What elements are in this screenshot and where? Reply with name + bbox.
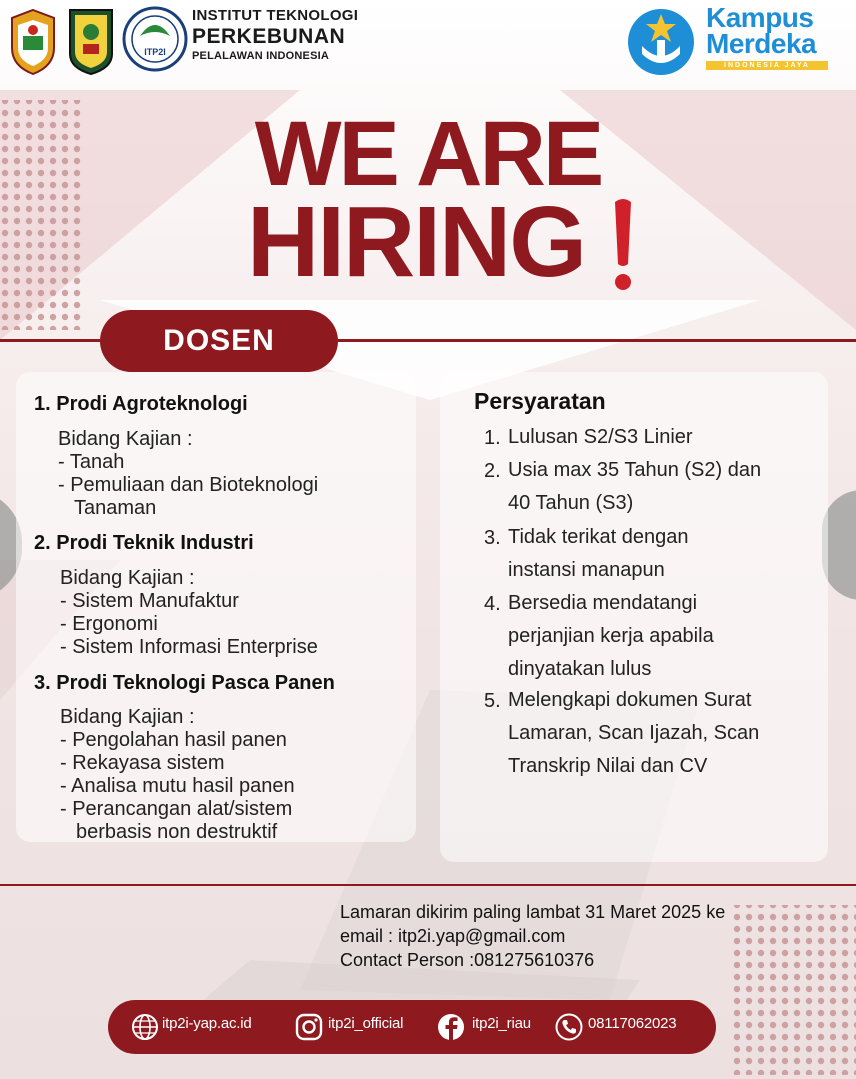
institute-line3: PELALAWAN INDONESIA (192, 49, 330, 62)
institute-line2: PERKEBUNAN (192, 24, 346, 48)
globe-icon (130, 1012, 160, 1042)
divider-left (0, 339, 100, 342)
phone-icon (554, 1012, 584, 1042)
program-ti-field-label: Bidang Kajian : (60, 567, 195, 589)
list-item: - Rekayasa sistem (60, 752, 225, 774)
pelalawan-regency-logo (8, 8, 58, 76)
req-line: Lulusan S2/S3 Linier (508, 426, 693, 448)
list-item: - Tanah (58, 451, 125, 473)
position-dosen-badge: DOSEN (100, 310, 338, 372)
contact-person-text[interactable]: Contact Person :081275610376 (340, 950, 595, 970)
kampus-text: Kampus (706, 2, 814, 33)
req-line: instansi manapun (508, 559, 665, 581)
kampus-merdeka-logo (706, 2, 836, 70)
program-agroteknologi: 1. Prodi Agroteknologi (34, 393, 248, 415)
list-item: - Ergonomi (60, 613, 158, 635)
facebook-icon (436, 1012, 466, 1042)
itp2i-seal-logo (122, 4, 188, 74)
footer-divider (0, 884, 856, 886)
program-agro-field-label: Bidang Kajian : (58, 428, 193, 450)
req-line: Transkrip Nilai dan CV (508, 755, 708, 777)
program-tpp-field-label: Bidang Kajian : (60, 706, 195, 728)
list-item: - Sistem Informasi Enterprise (60, 636, 318, 658)
req-line: perjanjian kerja apabila (508, 625, 714, 647)
req-line: Melengkapi dokumen Surat (508, 689, 752, 711)
req-line: Bersedia mendatangi (508, 592, 698, 614)
requirements-title: Persyaratan (474, 388, 606, 414)
phone-number[interactable]: 08117062023 (588, 1015, 677, 1032)
list-item: - Pemuliaan dan Bioteknologi (58, 474, 319, 496)
list-item: Tanaman (74, 497, 157, 519)
indonesia-jaya-band: INDONESIA JAYA (706, 61, 828, 70)
list-item: - Analisa mutu hasil panen (60, 775, 295, 797)
exclamation-icon (612, 198, 634, 292)
req-line: dinyatakan lulus (508, 658, 652, 680)
divider-right (338, 339, 856, 342)
req-number: 5. (484, 690, 501, 712)
req-line: Usia max 35 Tahun (S2) dan (508, 459, 762, 481)
itp2i-seal-text: ITP2I (144, 47, 166, 57)
list-item: - Pengolahan hasil panen (60, 729, 287, 751)
contact-bar (108, 1000, 716, 1054)
tut-wuri-handayani-logo (626, 6, 696, 78)
instagram-handle[interactable]: itp2i_official (328, 1015, 404, 1032)
institute-name (192, 8, 392, 62)
title-we-are: WE ARE (254, 103, 602, 205)
req-number: 1. (484, 427, 501, 449)
list-item: berbasis non destruktif (76, 821, 278, 843)
institute-line1: INSTITUT TEKNOLOGI (192, 7, 359, 24)
req-line: Lamaran, Scan Ijazah, Scan (508, 722, 760, 744)
instagram-icon (294, 1012, 324, 1042)
req-line: 40 Tahun (S3) (508, 492, 634, 514)
req-line: Tidak terikat dengan (508, 526, 689, 548)
title-hiring: HIRING (247, 186, 585, 298)
req-number: 4. (484, 593, 501, 615)
foundation-logo (66, 6, 116, 76)
facebook-handle[interactable]: itp2i_riau (472, 1015, 531, 1032)
list-item: - Sistem Manufaktur (60, 590, 239, 612)
website-link[interactable]: itp2i-yap.ac.id (162, 1015, 252, 1032)
req-number: 3. (484, 527, 501, 549)
list-item: - Perancangan alat/sistem (60, 798, 293, 820)
email-text[interactable]: email : itp2i.yap@gmail.com (340, 926, 566, 946)
deadline-text: Lamaran dikirim paling lambat 31 Maret 2025 ke (340, 902, 726, 922)
program-teknik-industri: 2. Prodi Teknik Industri (34, 532, 254, 554)
program-teknologi-pasca-panen: 3. Prodi Teknologi Pasca Panen (34, 672, 335, 694)
merdeka-text: Merdeka (706, 28, 817, 59)
req-number: 2. (484, 460, 501, 482)
